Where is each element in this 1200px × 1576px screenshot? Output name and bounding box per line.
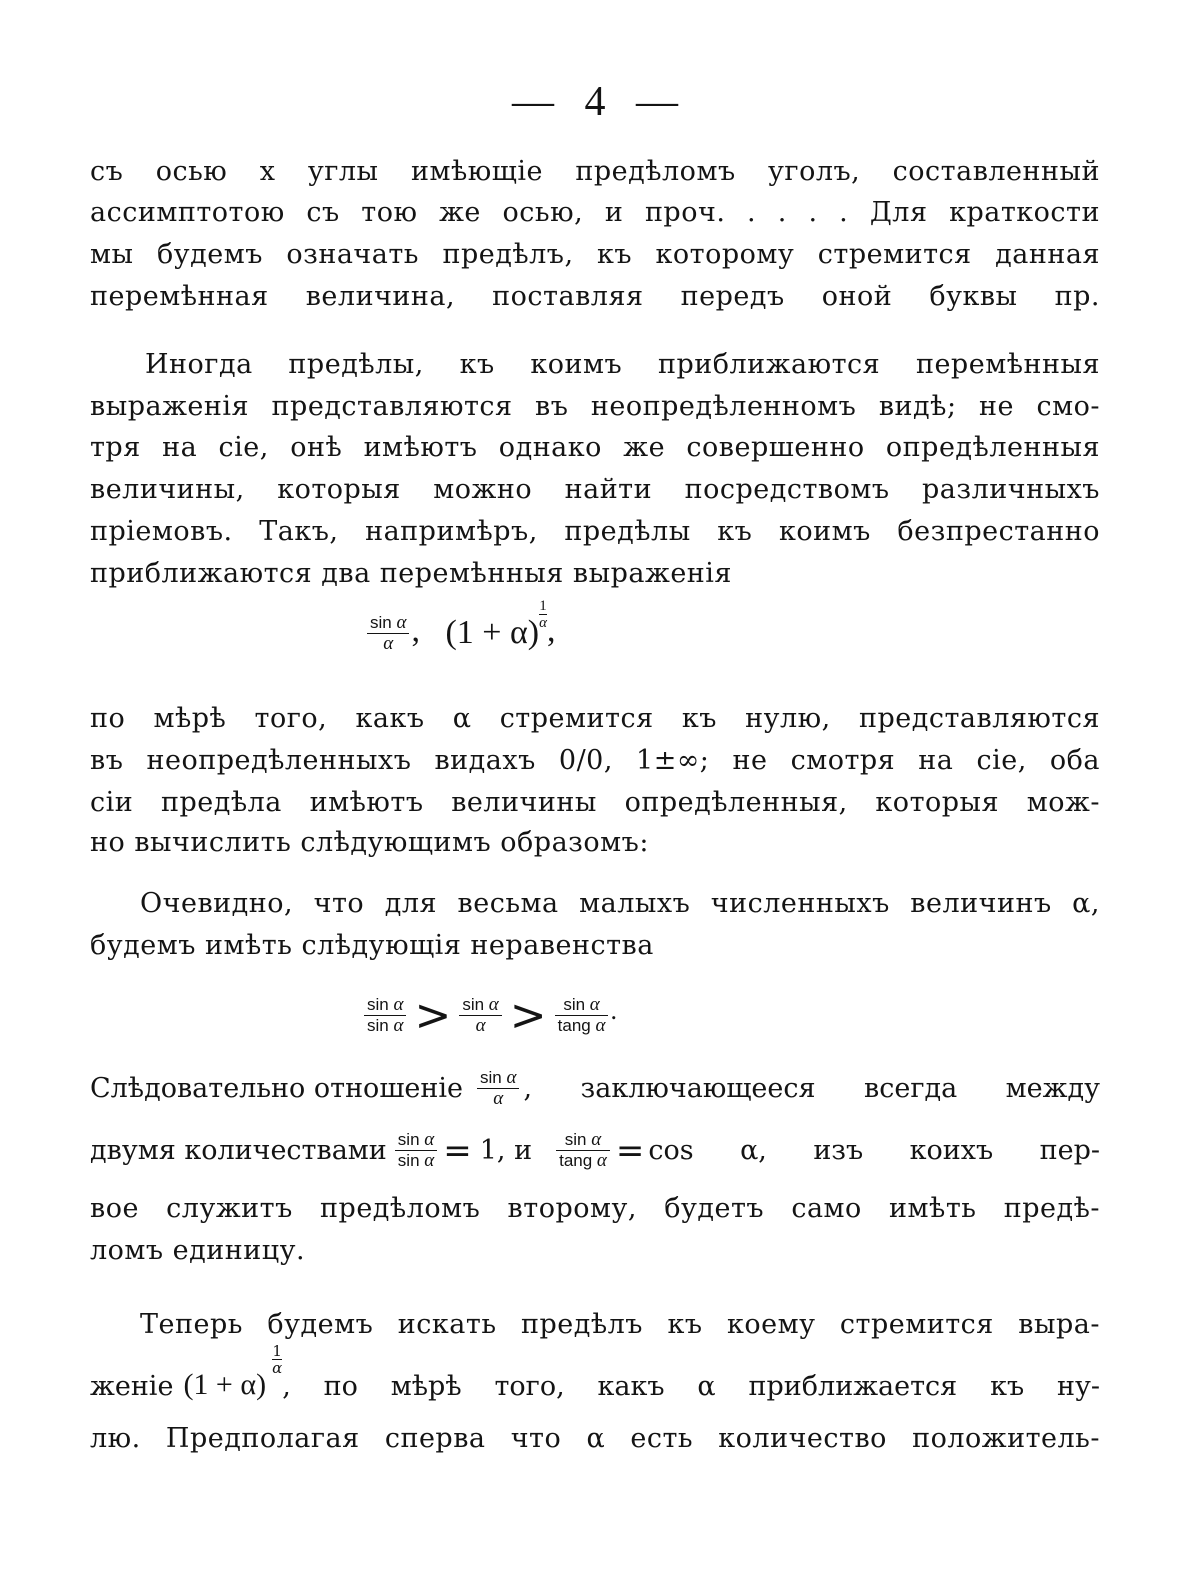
fraction-sin-over-tang: $\frac{\text{sin α}}{\text{tang α}}$: [556, 1130, 610, 1171]
text-line: Иногда предѣлы, къ коимъ приближаются перемѣнныя: [145, 349, 1100, 380]
text-line-with-expression: женіе (1 + α) $\frac{1}{\alpha}$ , по мѣрѣ того, какъ α приближается къ ну-: [90, 1342, 1100, 1402]
text-line: Теперь будемъ искать предѣлъ къ коему стремится выра-: [140, 1309, 1100, 1340]
text-line: будемъ имѣть слѣдующія неравенства: [90, 930, 654, 961]
text-line: по мѣрѣ того, какъ α стремится къ нулю, представляются: [90, 703, 1100, 734]
fraction-sin-over-alpha: $\frac{\text{sin α}}{\alpha}$: [459, 995, 501, 1036]
formula-limits: $\frac{\text{sin α}}{\alpha}$ , (1 + α) $\frac{1}{\alpha}$ ,: [365, 612, 555, 654]
text-line: тря на сіе, онѣ имѣютъ однако же совершенно опредѣленныя: [90, 432, 1100, 463]
formula-inequalities: $\frac{\text{sin α}}{\text{sin α}}$ > $\frac{\text{sin α}}{\alpha}$ > $\frac{\text{sin α}}{\text{tang α}}$ .: [362, 990, 617, 1041]
text-line-with-fractions: двумя количествами $\frac{\text{sin α}}{\text{sin α}}$ = 1, и $\frac{\text{sin α}}{\text{tang α}}$ = cos α, изъ коихъ пер-: [90, 1129, 1100, 1171]
text-line: величины, которыя можно найти посредствомъ различныхъ: [90, 474, 1100, 505]
text-line: но вычислить слѣдующимъ образомъ:: [90, 827, 649, 858]
page-number: — 4 —: [512, 79, 688, 125]
text-line: вое служитъ предѣломъ второму, будетъ само имѣть предѣ-: [90, 1193, 1100, 1224]
text-line: выраженія представляются въ неопредѣленномъ видѣ; не смо-: [90, 391, 1100, 422]
text-line-with-fraction: Слѣдовательно отношеніе $\frac{\text{sin α}}{\alpha}$ , заключающееся всегда между: [90, 1067, 1100, 1109]
text-line: приближаются два перемѣнныя выраженія: [90, 558, 732, 589]
fraction-sin-over-alpha: $\frac{\text{sin α}}{\alpha}$: [477, 1068, 519, 1109]
fraction-sin-over-sin: $\frac{\text{sin α}}{\text{sin α}}$: [364, 995, 406, 1036]
text-line: ломъ единицу.: [90, 1235, 306, 1266]
fraction-sin-over-tang: $\frac{\text{sin α}}{\text{tang α}}$: [555, 995, 609, 1036]
fraction-sin-alpha-over-alpha: $\frac{\text{sin α}}{\alpha}$: [367, 613, 409, 654]
text-line: ассимптотою съ тою же осью, и проч. . . . . Для краткости: [90, 197, 1100, 228]
text-line: лю. Предполагая сперва что α есть количество положитель-: [90, 1423, 1100, 1454]
text-line: мы будемъ означать предѣлъ, къ которому стремится данная: [90, 239, 1100, 270]
exponent-one-over-alpha: $\frac{1}{\alpha}$: [539, 598, 547, 631]
exponent-one-over-alpha: $\frac{1}{\alpha}$: [272, 1342, 283, 1377]
text-line: въ неопредѣленныхъ видахъ 0/0, 1±∞; не смотря на сіе, оба: [90, 745, 1100, 776]
text-line: Очевидно, что для весьма малыхъ численныхъ величинъ α,: [140, 888, 1100, 919]
text-line: сіи предѣла имѣютъ величины опредѣленныя, которыя мож-: [90, 787, 1100, 818]
text-line: перемѣнная величина, поставляя передъ оной буквы пр.: [90, 281, 1100, 312]
fraction-sin-over-sin: $\frac{\text{sin α}}{\text{sin α}}$: [395, 1130, 437, 1171]
text-line: пріемовъ. Такъ, напримѣръ, предѣлы къ коимъ безпрестанно: [90, 516, 1100, 547]
text-line: съ осью x углы имѣющіе предѣломъ уголъ, составленный: [90, 156, 1100, 187]
